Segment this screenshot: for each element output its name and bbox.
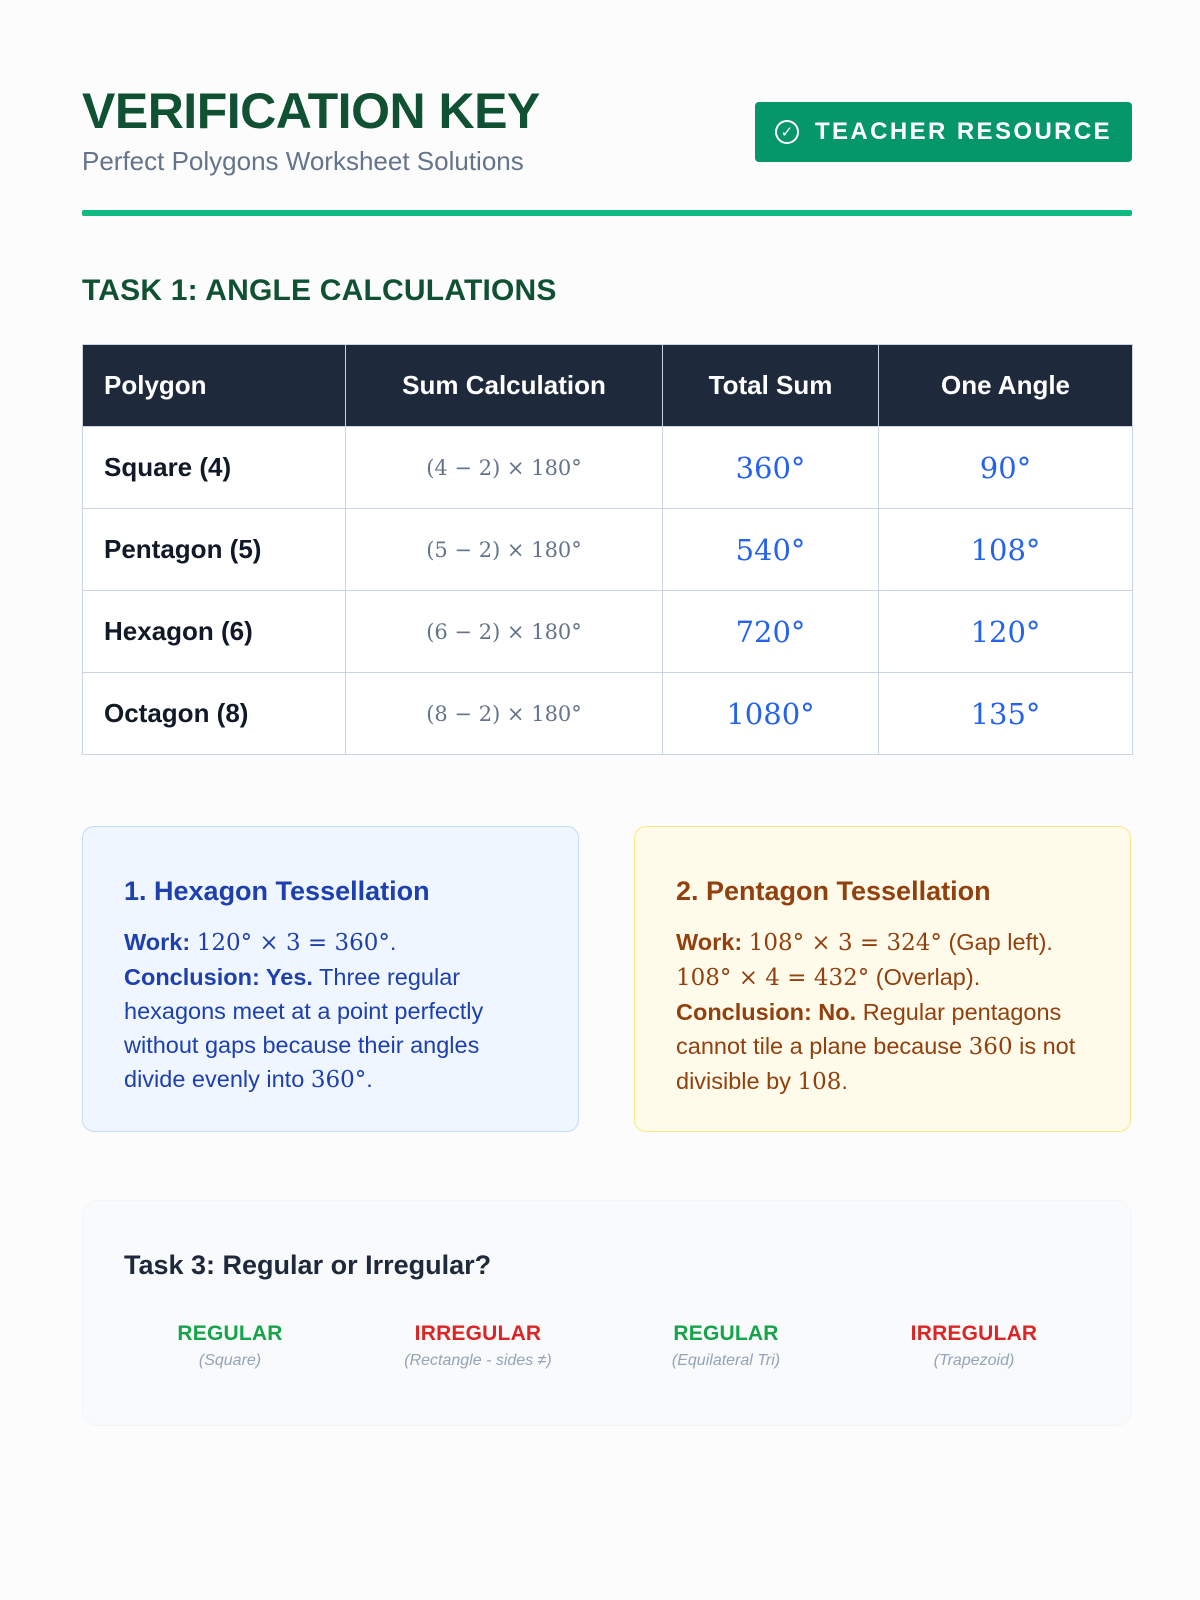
- column-header: Polygon: [83, 345, 346, 427]
- task1-title: TASK 1: ANGLE CALCULATIONS: [82, 274, 557, 307]
- polygon-cell: Octagon (8): [83, 673, 346, 755]
- column-header: Total Sum: [663, 345, 879, 427]
- conclusion-text-1: Regular pentagons cannot tile a plane because: [676, 999, 1062, 1060]
- card-body: [676, 925, 1090, 1099]
- answer-item: [850, 1321, 1098, 1370]
- work-label: Work:: [124, 929, 191, 956]
- check-circle-icon: ✓: [775, 120, 799, 144]
- page-subtitle: Perfect Polygons Worksheet Solutions: [82, 146, 524, 176]
- table-header-row: [83, 345, 1133, 427]
- one-angle-cell: 90°: [879, 427, 1133, 509]
- work-math: 120° × 3 = 360°: [196, 930, 390, 957]
- conclusion-math: 360°: [310, 1067, 367, 1094]
- work-label: Work:: [676, 929, 743, 956]
- task3-answers: [83, 1321, 1133, 1370]
- work-end: .: [389, 929, 397, 956]
- table-row: [83, 427, 1133, 509]
- task3-panel: [82, 1200, 1132, 1426]
- work-text-2: (Overlap).: [875, 964, 981, 991]
- total-sum-cell: 360°: [663, 427, 879, 509]
- answer-note: (Equilateral Tri): [671, 1352, 781, 1370]
- table-row: [83, 509, 1133, 591]
- total-sum-cell: 720°: [663, 591, 879, 673]
- answer-label: IRREGULAR: [414, 1322, 542, 1345]
- answer-note: (Trapezoid): [933, 1352, 1015, 1370]
- sum-calculation-cell: (4 − 2) × 180°: [346, 427, 663, 509]
- polygon-cell: Square (4): [83, 427, 346, 509]
- card-body: [124, 925, 538, 1097]
- total-sum-cell: 540°: [663, 509, 879, 591]
- answer-note: (Rectangle - sides ≠): [404, 1352, 552, 1370]
- polygon-cell: Hexagon (6): [83, 591, 346, 673]
- work-text-1: (Gap left).: [948, 929, 1053, 956]
- table-row: [83, 591, 1133, 673]
- column-header: One Angle: [879, 345, 1133, 427]
- one-angle-cell: 120°: [879, 591, 1133, 673]
- work-math-1: 108° × 3 = 324°: [748, 930, 942, 957]
- answer-item: [354, 1321, 602, 1370]
- conclusion-text-2: is not divisible by: [676, 1033, 1076, 1095]
- sum-calculation-cell: (8 − 2) × 180°: [346, 673, 663, 755]
- teacher-resource-badge: [755, 102, 1132, 162]
- table-row: [83, 673, 1133, 755]
- answer-label: REGULAR: [673, 1322, 779, 1345]
- one-angle-cell: 135°: [879, 673, 1133, 755]
- conclusion-label: Conclusion: Yes.: [124, 964, 313, 991]
- task3-title: Task 3: Regular or Irregular?: [124, 1250, 492, 1280]
- answer-label: IRREGULAR: [910, 1322, 1038, 1345]
- pentagon-tessellation-card: [634, 826, 1131, 1132]
- conclusion-end: .: [366, 1066, 373, 1093]
- total-sum-cell: 1080°: [663, 673, 879, 755]
- column-header: Sum Calculation: [346, 345, 663, 427]
- header: [82, 78, 1132, 218]
- conclusion-math-1: 360: [968, 1034, 1013, 1061]
- header-divider: [82, 210, 1132, 216]
- angle-table: [82, 344, 1133, 755]
- sum-calculation-cell: (5 − 2) × 180°: [346, 509, 663, 591]
- conclusion-label: Conclusion: No.: [676, 999, 857, 1026]
- card-title: 1. Hexagon Tessellation: [124, 876, 430, 906]
- card-title: 2. Pentagon Tessellation: [676, 876, 991, 906]
- answer-note: (Square): [198, 1352, 262, 1370]
- answer-item: [106, 1321, 354, 1370]
- badge-label: TEACHER RESOURCE: [814, 118, 1113, 145]
- answer-label: REGULAR: [177, 1322, 283, 1345]
- one-angle-cell: 108°: [879, 509, 1133, 591]
- polygon-cell: Pentagon (5): [83, 509, 346, 591]
- sum-calculation-cell: (6 − 2) × 180°: [346, 591, 663, 673]
- conclusion-text: Three regular hexagons meet at a point perfectly without gaps because their angles divide evenly into: [124, 964, 484, 1093]
- hexagon-tessellation-card: [82, 826, 579, 1132]
- conclusion-math-2: 108: [797, 1069, 842, 1096]
- answer-item: [602, 1321, 850, 1370]
- work-math-2: 108° × 4 = 432°: [676, 965, 870, 992]
- conclusion-end: .: [841, 1068, 848, 1095]
- page-title: VERIFICATION KEY: [82, 83, 540, 139]
